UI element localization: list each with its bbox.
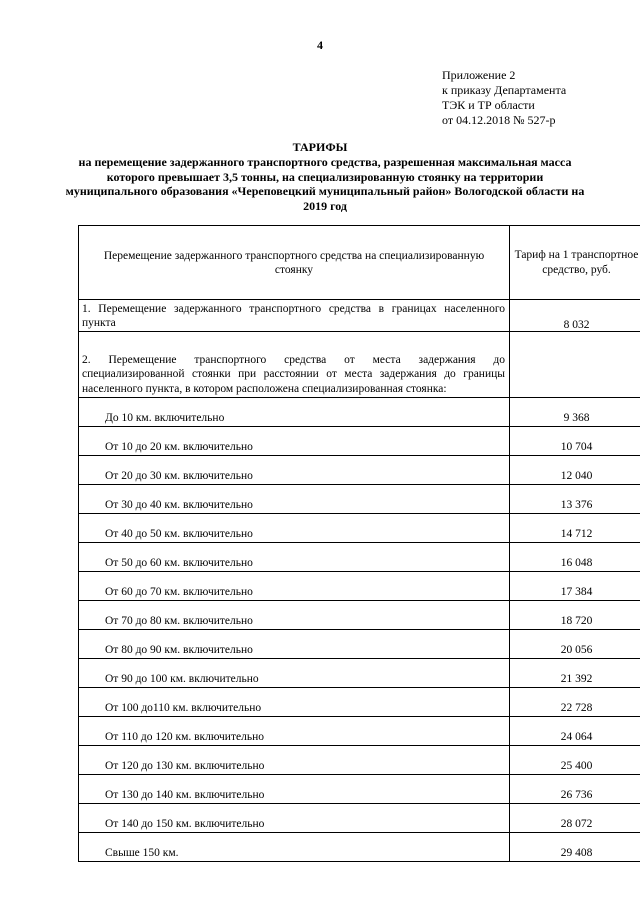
distance-label: От 80 до 90 км. включительно	[79, 630, 510, 659]
table-row	[79, 514, 640, 543]
tariff-value: 26 736	[510, 775, 640, 804]
tariff-value: 16 048	[510, 543, 640, 572]
tariff-value: 10 704	[510, 427, 640, 456]
table-row	[79, 804, 640, 833]
row-value: 8 032	[510, 300, 640, 332]
tariff-value: 22 728	[510, 688, 640, 717]
tariff-value: 21 392	[510, 659, 640, 688]
document-subtitle: на перемещение задержанного транспортного средства, разрешенная максимальная масса которого превышает 3,5 тонны, на специализированную стоянку на территории муниципального образования «Череповецкий муниципальный район» Вологодской области на 2019 год	[65, 155, 585, 213]
tariff-value: 28 072	[510, 804, 640, 833]
table-row	[79, 659, 640, 688]
distance-label: Свыше 150 км.	[79, 833, 510, 862]
appendix-block	[442, 68, 566, 128]
distance-label: До 10 км. включительно	[79, 398, 510, 427]
header-left-cell: Перемещение задержанного транспортного средства на специализированную стоянку	[79, 226, 510, 300]
table-row	[79, 427, 640, 456]
distance-label: От 130 до 140 км. включительно	[79, 775, 510, 804]
appendix-line-2: к приказу Департамента	[442, 83, 567, 97]
header-right-cell: Тариф на 1 транспортное средство, руб.	[510, 226, 640, 300]
table-row	[79, 543, 640, 572]
tariff-value: 25 400	[510, 746, 640, 775]
appendix-line-1: Приложение 2	[442, 68, 516, 82]
table-row	[79, 775, 640, 804]
table-row	[79, 630, 640, 659]
table-row	[79, 456, 640, 485]
appendix-line-4: от 04.12.2018 № 527-р	[442, 113, 556, 127]
distance-label: От 60 до 70 км. включительно	[79, 572, 510, 601]
distance-label: От 100 до110 км. включительно	[79, 688, 510, 717]
distance-label: От 30 до 40 км. включительно	[79, 485, 510, 514]
table-row	[79, 398, 640, 427]
distance-label: От 70 до 80 км. включительно	[79, 601, 510, 630]
tariff-value: 17 384	[510, 572, 640, 601]
row-value	[510, 332, 640, 398]
row-label: 2. Перемещение транспортного средства от места задержания до специализированной стоянки при расстоянии от места задержания до границы населенного пункта, в котором расположена специализированная стоянка:	[79, 332, 510, 398]
appendix-line-3: ТЭК и ТР области	[442, 98, 535, 112]
document-title: ТАРИФЫ	[292, 140, 348, 154]
page-number: 4	[317, 38, 323, 52]
tariff-table	[78, 225, 640, 862]
table-row	[79, 688, 640, 717]
tariff-value: 12 040	[510, 456, 640, 485]
distance-label: От 110 до 120 км. включительно	[79, 717, 510, 746]
tariff-value: 18 720	[510, 601, 640, 630]
tariff-value: 13 376	[510, 485, 640, 514]
table-header-row	[79, 226, 640, 300]
distance-label: От 40 до 50 км. включительно	[79, 514, 510, 543]
table-row	[79, 746, 640, 775]
tariff-value: 20 056	[510, 630, 640, 659]
tariff-value: 9 368	[510, 398, 640, 427]
distance-label: От 90 до 100 км. включительно	[79, 659, 510, 688]
table-row	[79, 833, 640, 862]
distance-label: От 50 до 60 км. включительно	[79, 543, 510, 572]
distance-label: От 10 до 20 км. включительно	[79, 427, 510, 456]
tariff-value: 24 064	[510, 717, 640, 746]
table-row	[79, 717, 640, 746]
table-row-in-settlement	[79, 300, 640, 332]
tariff-value: 29 408	[510, 833, 640, 862]
table-row	[79, 485, 640, 514]
distance-label: От 20 до 30 км. включительно	[79, 456, 510, 485]
table-row	[79, 572, 640, 601]
table-row	[79, 601, 640, 630]
table-row-outside-settlement	[79, 332, 640, 398]
row-label: 1. Перемещение задержанного транспортного средства в границах населенного пункта	[79, 300, 510, 332]
tariff-value: 14 712	[510, 514, 640, 543]
distance-label: От 120 до 130 км. включительно	[79, 746, 510, 775]
distance-label: От 140 до 150 км. включительно	[79, 804, 510, 833]
